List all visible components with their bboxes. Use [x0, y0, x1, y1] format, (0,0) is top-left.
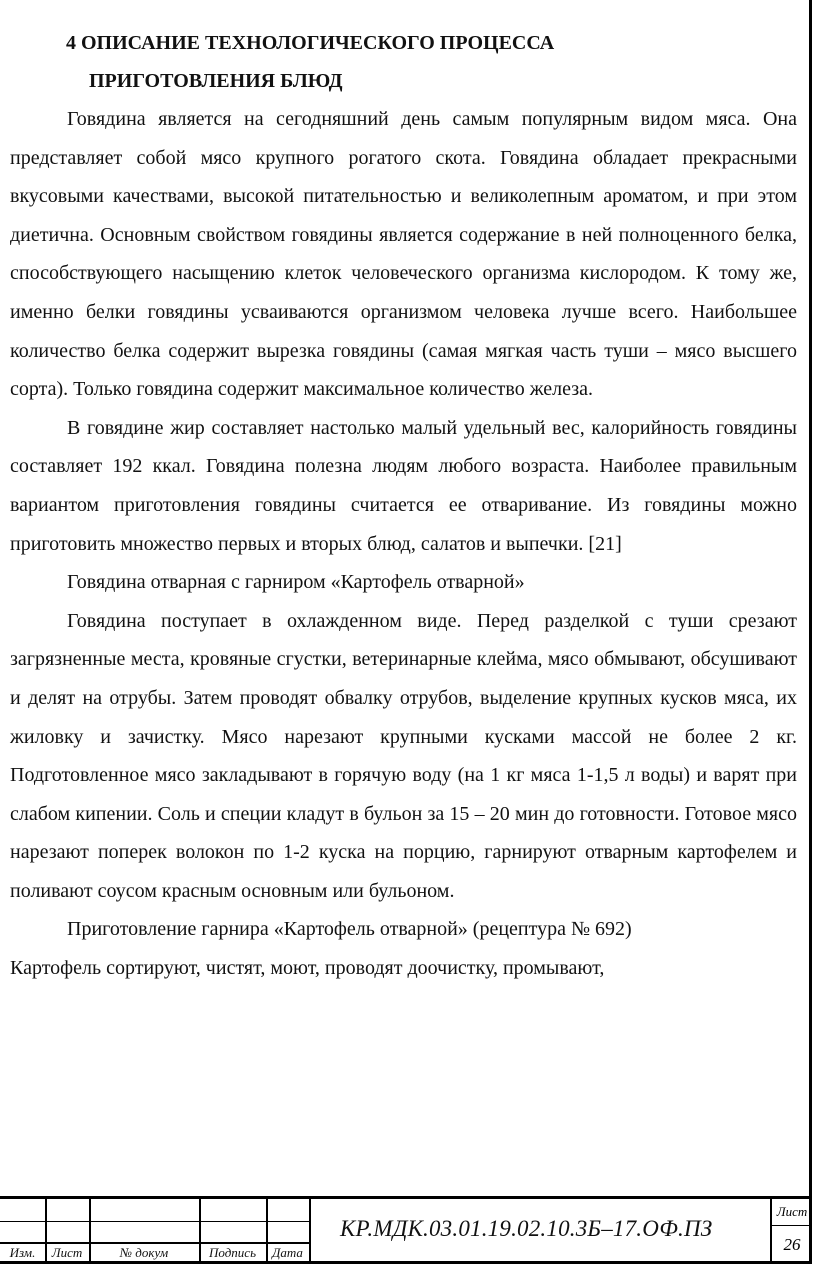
- stamp-row-line: [770, 1225, 812, 1226]
- paragraph-beef-process: Говядина поступает в охлажденном виде. Перед разделкой с туши срезают загрязненные места, кровяные сгустки, ветеринарные клейма, мясо обмывают, обсушивают и делят на отрубы. Затем проводят обвалку отрубов, выделение крупных кусков мяса, их жиловку и зачистку. Мясо нарезают крупными кусками массой не более 2 кг. Подготовленное мясо закладывают в горячую воду (на 1 кг мяса 1-1,5 л воды) и варят при слабом кипении. Соль и специи кладут в бульон за 15 – 20 мин до готовности. Готовое мясо нарезают поперек волокон по 1-2 куска на порцию, гарнируют отварным картофелем и поливают соусом красным основным или бульоном.: [10, 609, 797, 902]
- stamp-row-line: [0, 1242, 309, 1244]
- heading-line-1: 4 ОПИСАНИЕ ТЕХНОЛОГИЧЕСКОГО ПРОЦЕССА: [66, 32, 555, 54]
- paragraph-dish-title: Говядина отварная с гарниром «Картофель отварной»: [67, 571, 525, 594]
- paragraph-potato-process: Картофель сортируют, чистят, моют, проводят доочистку, промывают,: [10, 957, 605, 980]
- section-heading: [10, 24, 797, 100]
- document-body: [10, 24, 797, 988]
- stamp-row-line: [0, 1221, 309, 1222]
- stamp-label-date: Дата: [272, 1245, 303, 1260]
- stamp-label-doc-number: № докум: [119, 1245, 169, 1260]
- paragraph-beef-fat: В говядине жир составляет настолько малый удельный вес, калорийность говядины составляет 192 ккал. Говядина полезна людям любого возраста. Наиболее правильным вариантом приготовления говядины считается ее отваривание. Из говядины можно приготовить множество первых и вторых блюд, салатов и выпечки. [21]: [10, 416, 797, 555]
- stamp-divider: [309, 1199, 311, 1264]
- stamp-label-list: Лист: [51, 1245, 83, 1260]
- paragraph-garnish-title: Приготовление гарнира «Картофель отварной» (рецептура № 692): [67, 918, 632, 941]
- title-block: [0, 1196, 812, 1264]
- stamp-label-signature: Подпись: [209, 1245, 256, 1260]
- document-code: КР.МДК.03.01.19.02.10.3Б–17.ОФ.ПЗ: [340, 1216, 713, 1241]
- sheet-number: 26: [783, 1235, 801, 1254]
- sheet-label: Лист: [776, 1204, 808, 1219]
- stamp-label-izm: Изм.: [9, 1245, 36, 1260]
- paragraph-beef-intro: Говядина является на сегодняшний день самым популярным видом мяса. Она представляет собой мясо крупного рогатого скота. Говядина обладает прекрасными вкусовыми качествами, высокой питательностью и великолепным ароматом, и при этом диетична. Основным свойством говядины является содержание в ней полноценного белка, способствующего насыщению клеток человеческого организма кислородом. К тому же, именно белки говядины усваиваются организмом человека лучше всего. Наибольшее количество белка содержит вырезка говядины (самая мягкая часть туши – мясо высшего сорта). Только говядина содержит максимальное количество железа.: [10, 108, 797, 401]
- heading-line-2: ПРИГОТОВЛЕНИЯ БЛЮД: [89, 70, 343, 92]
